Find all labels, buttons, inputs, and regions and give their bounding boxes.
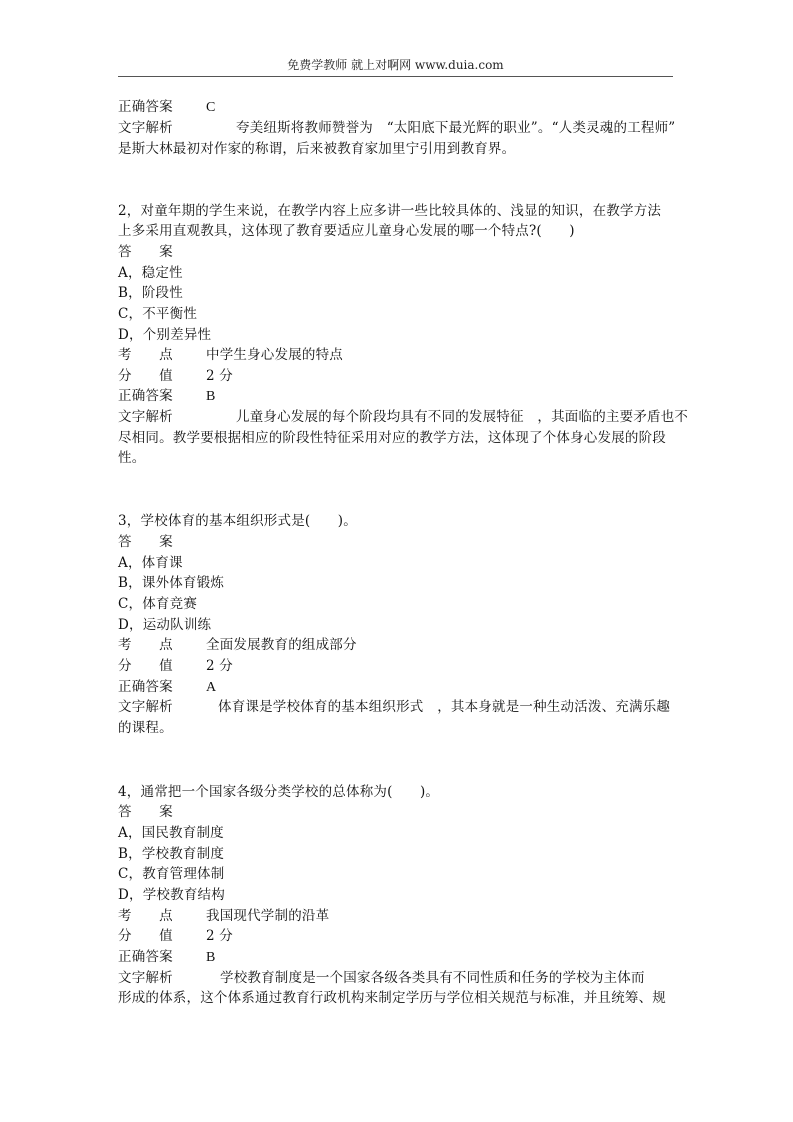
header-divider [118,76,673,77]
q4-stem: 4，通常把一个国家各级分类学校的总体称为( )。 [118,784,440,800]
q2-option-a: A，稳定性 [118,265,183,281]
q2-topic-row [118,346,678,364]
q3-analysis-row [118,698,678,716]
q2-analysis-row [118,408,689,426]
analysis-label: 文字解析 [118,409,173,425]
q3-option-b: B，课外体育锻炼 [118,575,225,591]
q1-analysis-continuation: 是斯大林最初对作家的称谓，后来被教育家加里宁引用到教育界。 [118,141,516,157]
score-value: 2 分 [206,368,233,384]
q4-analysis-row [118,969,678,987]
q4-topic-row [118,907,678,925]
q4-analysis-continuation: 形成的体系，这个体系通过教育行政机构来制定学历与学位相关规范与标准，并且统筹、规 [118,990,666,1006]
q3-score-row [118,657,678,675]
q2-analysis-continuation-1: 尽相同。教学要根据相应的阶段性特征采用对应的教学方法，这体现了个体身心发展的阶段 [118,430,666,446]
q3-topic-row [118,636,678,654]
score-value: 2 分 [206,658,233,674]
q2-analysis-continuation-2: 性。 [118,450,146,466]
correct-answer-value: C [206,100,216,115]
q2-correct-answer-row [118,387,678,406]
q4-option-b: B，学校教育制度 [118,846,225,862]
score-label: 分 值 [118,368,173,384]
q2-score-row [118,367,678,385]
correct-answer-label: 正确答案 [118,99,173,115]
q4-option-a: A，国民教育制度 [118,825,224,841]
score-label: 分 值 [118,658,173,674]
q2-stem: 2，对童年期的学生来说，在教学内容上应多讲一些比较具体的、浅显的知识，在教学方法 [118,203,662,219]
topic-value: 全面发展教育的组成部分 [206,637,357,653]
analysis-text: 学校教育制度是一个国家各级各类具有不同性质和任务的学校为主体而 [220,970,645,986]
q3-analysis-continuation: 的课程。 [118,720,173,736]
score-value: 2 分 [206,928,233,944]
q3-option-c: C，体育竞赛 [118,596,198,612]
q4-option-c: C，教育管理体制 [118,866,225,882]
topic-label: 考 点 [118,908,173,924]
correct-answer-label: 正确答案 [118,388,173,404]
analysis-label: 文字解析 [118,120,173,136]
analysis-text: 体育课是学校体育的基本组织形式 ，其本身就是一种生动活泼、充满乐趣 [218,699,671,715]
q4-score-row [118,927,678,945]
q3-option-d: D，运动队训练 [118,617,212,633]
q4-answer-header: 答 案 [118,804,173,820]
analysis-label: 文字解析 [118,699,173,715]
correct-answer-label: 正确答案 [118,949,173,965]
q3-answer-header: 答 案 [118,534,173,550]
q2-stem-continuation: 上多采用直观教具，这体现了教育要适应儿童身心发展的哪一个特点?( ) [118,223,575,239]
topic-value: 中学生身心发展的特点 [206,347,343,363]
q3-correct-answer-row [118,678,678,697]
q2-option-d: D，个别差异性 [118,327,212,343]
analysis-text: 儿童身心发展的每个阶段均具有不同的发展特征 ，其面临的主要矛盾也不 [236,409,689,425]
correct-answer-value: B [206,389,216,404]
q1-correct-answer-row [118,98,678,117]
q4-correct-answer-row [118,948,678,967]
score-label: 分 值 [118,928,173,944]
q1-analysis-row [118,119,678,137]
page-header: 免费学教师 就上对啊网 www.duia.com [287,58,504,72]
analysis-label: 文字解析 [118,970,173,986]
q3-stem: 3，学校体育的基本组织形式是( )。 [118,513,357,529]
q3-option-a: A，体育课 [118,555,183,571]
topic-label: 考 点 [118,637,173,653]
q2-option-b: B，阶段性 [118,285,183,301]
analysis-text: 夸美纽斯将教师赞誉为 “太阳底下最光辉的职业”。“人类灵魂的工程师” [236,120,676,136]
topic-label: 考 点 [118,347,173,363]
correct-answer-value: A [206,680,217,695]
q2-option-c: C，不平衡性 [118,306,198,322]
correct-answer-value: B [206,950,216,965]
q2-answer-header: 答 案 [118,244,173,260]
q4-option-d: D，学校教育结构 [118,887,225,903]
topic-value: 我国现代学制的沿革 [206,908,330,924]
correct-answer-label: 正确答案 [118,679,173,695]
